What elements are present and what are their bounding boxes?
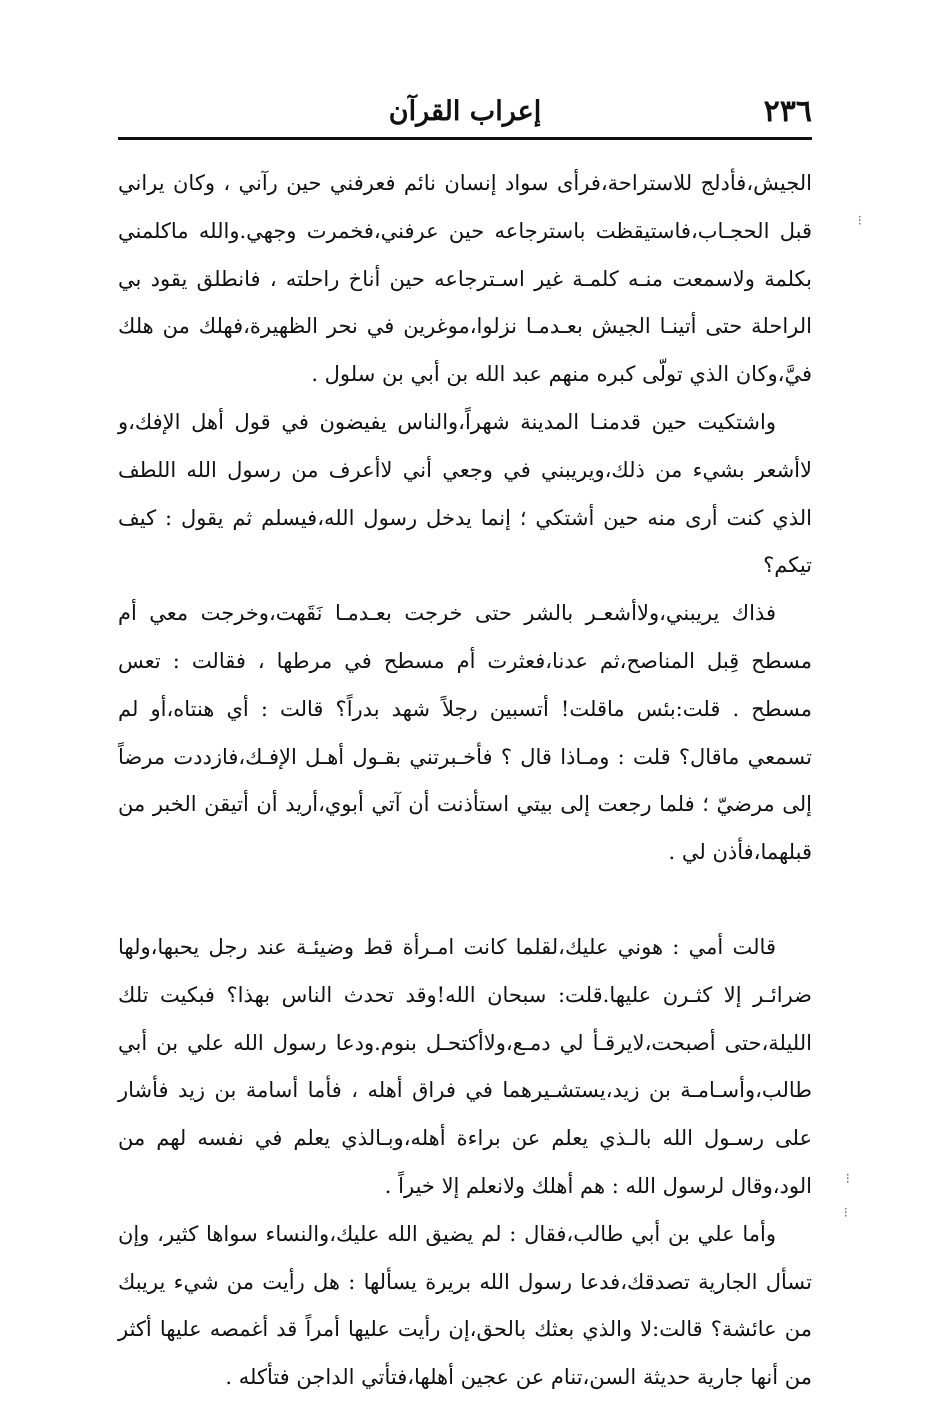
margin-ink-mark: ⁝: [843, 1205, 848, 1221]
page-header: [118, 92, 812, 138]
margin-ink-mark: ⁝: [845, 1171, 850, 1187]
book-title: إعراب القرآن: [388, 96, 542, 127]
paragraph-2: واشتكيت حين قدمنـا المدينة شهراً،والناس يفيضون في قول أهل الإفك،و لاأشعر بشيء من ذلك،ويريبني في وجعي أني لاأعرف من رسول الله اللطف الذي كنت أرى منه حين أشتكي ؛ إنما يدخل رسول الله،فيسلم ثم يقول : كيف تيكم؟: [118, 409, 812, 578]
page-body: [118, 160, 812, 1402]
paragraph-1: الجيش،فأدلج للاستراحة،فرأى سواد إنسان نائم فعرفني حين رآني ، وكان يراني قبل الحجـاب،فاستيقظت باسترجاعه حين عرفني،فخمرت وجهي.والله ماكلمني بكلمة ولاسمعت منـه كلمـة غير اسـترجاعه حين أناخ راحلته ، فانطلق يقود بي الراحلة حتى أتينـا الجيش بعـدمـا نزلوا،موغرين في نحر الظهيرة،فهلك من هلك فيَّ،وكان الذي تولّى كبره منهم عبد الله بن أبي بن سلول .: [118, 171, 812, 387]
paragraph-4: قالت أمي : هوني عليك،لقلما كانت امـرأة قط وضيئـة عند رجل يحبها،ولها ضرائـر إلا كثـرن عليها.قلت: سبحان الله!وقد تحدث الناس بهذا؟ فبكيت تلك الليلة،حتى أصبحت،لايرقـأ لي دمـع،ولاأكتحـل بنوم.ودعا رسول الله علي بن أبي طالب،وأسـامـة بن زيد،يستشـيرهما في فراق أهله ، فأما أسامة بن زيد فأشار على رسـول الله بالـذي يعلم عن براءة أهله،وبـالذي يعلم في نفسه لهم من الود،وقال لرسول الله : هم أهلك ولانعلم إلا خيراً .: [118, 934, 812, 1198]
page-number: ٢٣٦: [763, 94, 812, 129]
margin-ink-mark: ⁝: [857, 213, 862, 229]
header-rule: [118, 137, 812, 140]
paragraph-5: وأما علي بن أبي طالب،فقال : لم يضيق الله عليك،والنساء سواها كثير، وإن تسأل الجارية تصدقك،فدعا رسول الله بريرة يسألها : هل رأيت من شيء يريبك من عائشة؟ قالت:لا والذي بعثك بالحق،إن رأيت عليها أمراً قد أغمصه عليها أكثر من أنها جارية حديثة السن،تنام عن عجين أهلها،فتأتي الداجن فتأكله .: [118, 1221, 812, 1390]
paragraph-3: فذاك يريبني،ولاأشعـر بالشر حتى خرجت بعـدمـا نَقَهت،وخرجت معي أم مسطح قِبل المناصح،ثم عدنا،فعثرت أم مسطح في مرطها ، فقالت : تعس مسطح . قلت:بئس ماقلت! أتسبين رجلاً شهد بدراً؟ قالت : أي هنتاه،أو لم تسمعي ماقال؟ قلت : ومـاذا قال ؟ فأخـبرتني بقـول أهـل الإفـك،فازددت مرضاً إلى مرضيّ ؛ فلما رجعت إلى بيتي استأذنت أن آتي أبوي،أريد أن أتيقن الخبر من قبلهما،فأذن لي .: [118, 601, 812, 865]
